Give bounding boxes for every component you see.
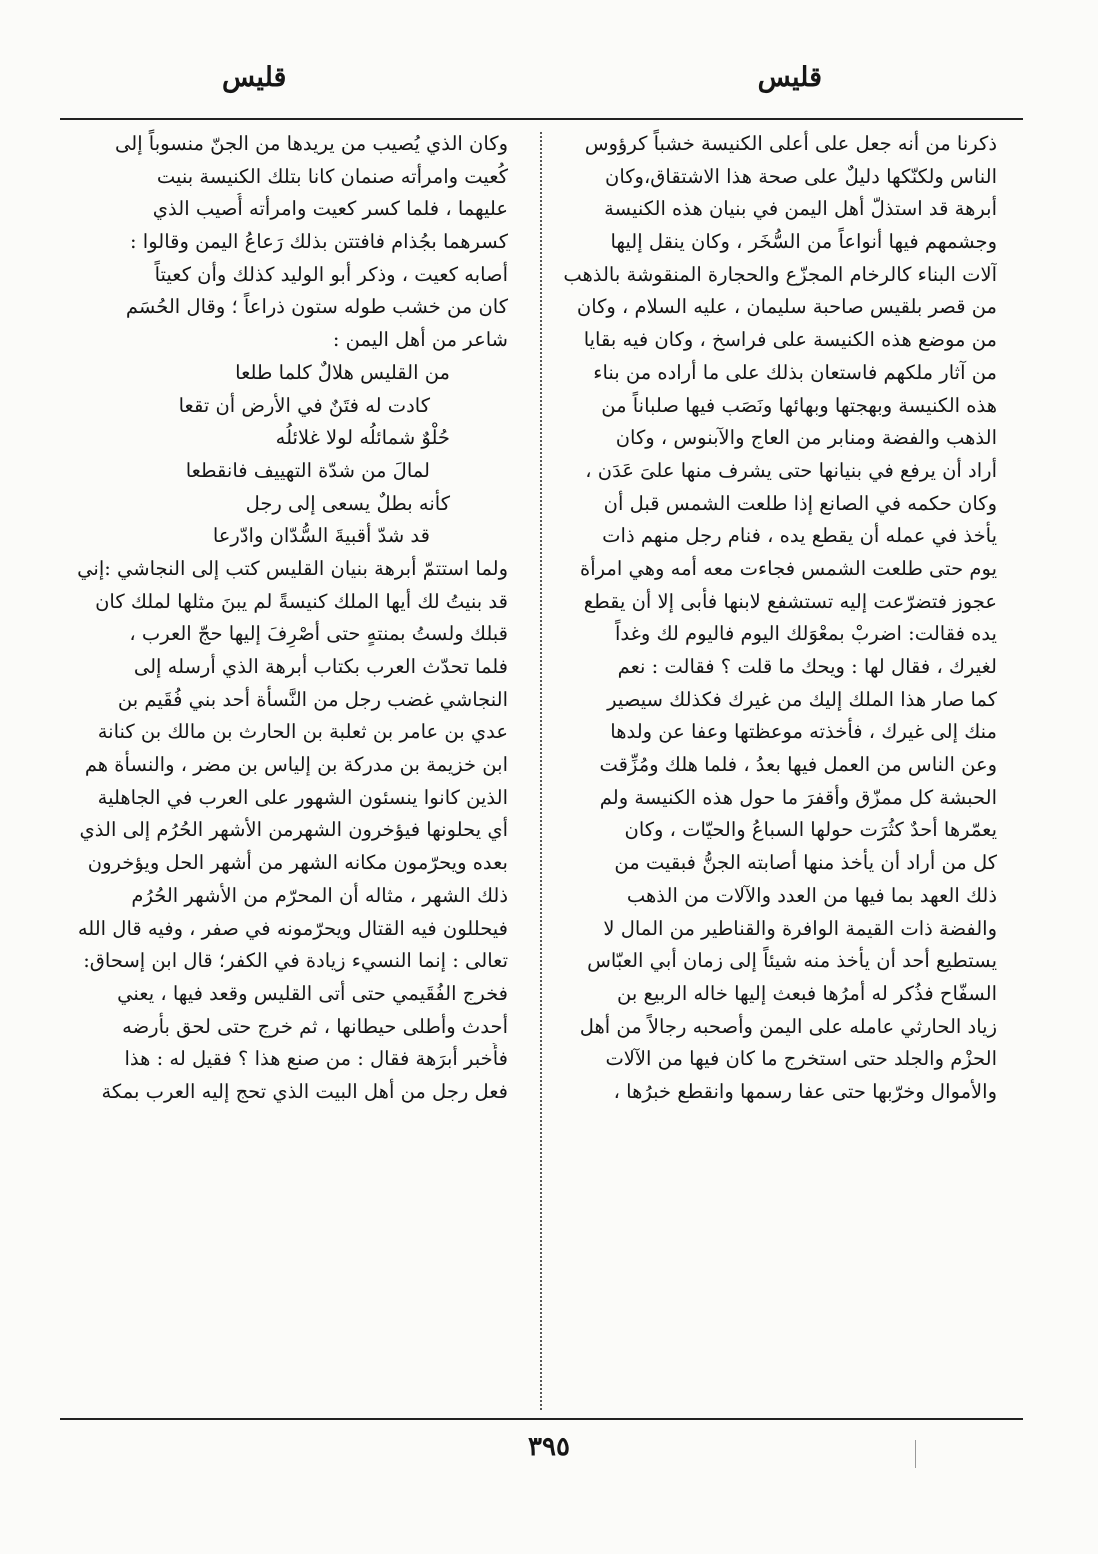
text-line: السفّاح فذُكر له أمرُها فبعث إليها خاله الربيع بن	[617, 981, 997, 1005]
text-line: قبلك ولستُ بمنتهٍ حتى أصْرِفَ إليها حجّ العرب ،	[129, 622, 508, 646]
text-line: تعالى : إنما النسيء زيادة في الكفر؛ قال ابن إسحاق:	[83, 949, 508, 973]
poem-verse: من القليس هلالٌ كلما طلعا	[235, 360, 450, 384]
text-line: منك إلى غيرك ، فأخذته موعظتها وعفا عن ولدها	[610, 720, 997, 744]
header-rule	[60, 118, 1023, 120]
text-line: وعن الناس من العمل فيها بعدُ ، فلما هلك ومُزِّقت	[599, 753, 997, 777]
text-line: الذين كانوا ينسئون الشهور على العرب في الجاهلية	[97, 785, 508, 809]
text-line: النجاشي غضب رجل من النَّسأة أحد بني فُقَيم بن	[117, 687, 508, 711]
text-line: ذكرنا من أنه جعل على أعلى الكنيسة خشباً كرؤوس	[584, 132, 997, 155]
text-line: فخرج الفُقَيمي حتى أتى القليس وقعد فيها ، يعني	[117, 981, 508, 1005]
text-line: يوم حتى طلعت الشمس فجاءت معه أمه وهي امرأة	[580, 556, 997, 580]
page-number: ٣٩٥	[528, 1432, 570, 1462]
text-line: من آثار ملكهم فاستعان بذلك على ما أراده من بناء	[593, 360, 997, 384]
text-line: أبرهة قد استذلّ أهل اليمن في بنيان هذه الكنيسة	[604, 197, 997, 221]
poem-verse: كادت له فتَنٌ في الأرض أن تقعا	[178, 393, 430, 417]
text-line: يعمّرها أحدٌ كثُرَت حولها السباعُ والحيّات ، وكان	[624, 818, 997, 842]
footer-rule	[60, 1418, 1023, 1420]
text-line: أي يحلونها فيؤخرون الشهرمن الأشهر الحُرُم إلى الذي	[79, 818, 508, 842]
text-line: كسرهما بجُذام فافتتن بذلك رَعاعُ اليمن وقالوا :	[130, 230, 508, 254]
text-line: الناس ولكنّكها دليلٌ على صحة هذا الاشتقاق،وكان	[605, 164, 997, 188]
text-line: من موضع هذه الكنيسة على فراسخ ، وكان فيه بقايا	[583, 328, 997, 352]
left-column	[76, 128, 508, 1109]
text-line: هذه الكنيسة وبهجتها وبهائها ونَصَب فيها صلباناً من	[601, 393, 997, 417]
poem-verse: قد شدّ أقبيةَ السُّدّان وادّرعا	[212, 524, 430, 548]
text-line: كما صار هذا الملك إليك من غيرك فكذلك سيصير	[607, 687, 997, 711]
text-line: فأُخبر أبرَهة فقال : من صنع هذا ؟ فقيل له : هذا	[124, 1047, 508, 1071]
text-line: يده فقالت: اضربْ بمعْوَلك اليوم فاليوم لك وغداً	[615, 622, 997, 646]
text-line: أصابه كعيت ، وذكر أبو الوليد كذلك وأن كعيتاً	[154, 262, 508, 286]
text-line: كل من أراد أن يأخذ منها أصابته الجنُّ فبقيت من	[614, 851, 997, 875]
text-line: وكان حكمه في الصانع إذا طلعت الشمس قبل أن	[603, 491, 997, 515]
text-line: ولما استتمّ أبرهة بنيان القليس كتب إلى النجاشي :إني	[77, 556, 508, 580]
text-line: أحدث وأطلى حيطانها ، ثم خرج حتى لحق بأرضه	[122, 1014, 508, 1038]
text-line: يستطيع أحد أن يأخذ منه شيئاً إلى زمان أبي العبّاس	[587, 949, 997, 973]
text-line: من قصر بلقيس صاحبة سليمان ، عليه السلام ، وكان	[576, 295, 997, 319]
running-head-right: قليس	[757, 62, 822, 93]
scan-artifact	[915, 1440, 916, 1468]
text-line: كُعيت وامرأته صنمان كانا بتلك الكنيسة بنيت	[156, 164, 508, 188]
text-line: يأخذ في عمله أن يقطع يده ، فنام رجل منهم ذات	[602, 524, 997, 548]
text-line: زياد الحارثي عامله على اليمن وأصحبه رجالاً من أهل	[579, 1014, 997, 1038]
text-line: عدي بن عامر بن ثعلبة بن الحارث بن مالك بن كنانة	[97, 720, 508, 744]
text-line: ذلك الشهر ، مثاله أن المحرّم من الأشهر الحُرُم	[131, 883, 508, 907]
text-line: وكان الذي يُصيب من يريدها من الجنّ منسوباً إلى	[115, 132, 508, 155]
poem-verse: حُلْوٌ شمائلُه لولا غلائلُه	[275, 426, 450, 450]
text-line: لغيرك ، فقال لها : ويحك ما قلت ؟ فقالت : نعم	[617, 655, 997, 678]
text-line: قد بنيتُ لك أيها الملك كنيسةً لم يبنَ مثلها لملك كان	[95, 589, 508, 613]
text-line: شاعر من أهل اليمن :	[332, 328, 508, 352]
text-line: والأموال وخرّبها حتى عفا رسمها وانقطع خبرُها ،	[613, 1079, 997, 1103]
text-line: عجوز فتضرّعت إليه تستشفع لابنها فأبى إلا أن يقطع	[583, 589, 997, 613]
text-line: بعده ويحرّمون مكانه الشهر من أشهر الحل ويؤخرون	[87, 851, 508, 875]
text-line: آلات البناء كالرخام المجزّع والحجارة المنقوشة بالذهب	[563, 262, 997, 286]
running-head-left: قليس	[222, 62, 287, 93]
text-line: الذهب والفضة ومنابر من العاج والآبنوس ، وكان	[615, 426, 997, 450]
text-line: فعل رجل من أهل البيت الذي تحج إليه العرب بمكة	[101, 1079, 508, 1103]
column-divider	[540, 132, 542, 1410]
right-column	[553, 128, 997, 1109]
text-line: ذلك العهد بما فيها من العدد والآلات من الذهب	[626, 883, 997, 907]
poem-verse: لمالَ من شدّة التهييف فانقطعا	[185, 458, 430, 482]
text-line: الحبشة كل ممزّق وأقفرَ ما حول هذه الكنيسة ولم	[599, 785, 997, 809]
text-line: فيحللون فيه القتال ويحرّمونه في صفر ، وفيه قال الله	[77, 916, 508, 940]
text-line: الحزْم والجلد حتى استخرج ما كان فيها من الآلات	[605, 1047, 997, 1071]
text-line: عليهما ، فلما كسر كعيت وامرأته أُصيب الذي	[152, 197, 508, 221]
text-line: وجشمهم فيها أنواعاً من السُّخَر ، وكان ينقل إليها	[610, 230, 997, 254]
text-line: كان من خشب طوله ستون ذراعاً ؛ وقال الحُسَم	[125, 295, 508, 319]
text-line: ابن خزيمة بن مدركة بن إلياس بن مضر ، والنسأة هم	[84, 753, 508, 777]
text-line: فلما تحدّث العرب بكتاب أبرهة الذي أرسله إلى	[133, 655, 508, 678]
text-line: والفضة ذات القيمة الوافرة والقناطير من المال لا	[603, 916, 997, 940]
poem-verse: كأنه بطلٌ يسعى إلى رجل	[245, 491, 450, 515]
text-line: أراد أن يرفع في بنيانها حتى يشرف منها علىَ عَدَن ،	[585, 458, 997, 482]
